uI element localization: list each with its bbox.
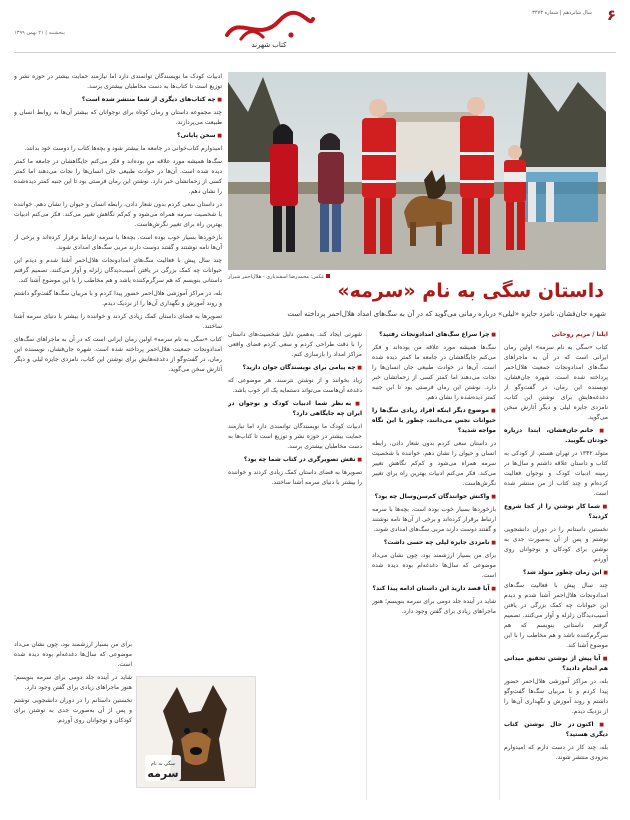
question: ■ اکنون در حال نوشتن کتاب دیگری هستید؟: [504, 720, 608, 740]
question: ■ نامزدی جایزه لیلی چه حسی داشت؟: [372, 538, 496, 548]
column-left: [14, 72, 222, 636]
answer: سگ‌ها همیشه مورد علاقه من بوده‌اند و فکر می‌کنم جایگاهشان در جامعه ما کمتر دیده شده است. آن‌ها در حوادث طبیعی جان انسان‌ها را نجات می‌دهند اما کمتر کسی از زحماتشان خبر دارد. نوشتن این رمان فرصتی بود تا این جنبه کمتر دیده‌شده را نشان دهم.: [372, 344, 496, 401]
page-number: ۶: [606, 6, 616, 24]
answer: زیاد بخوانند و از نوشتن نترسند. هر موضوعی که دغدغه آن‌هاست می‌تواند دستمایه یک اثر خوب باشد.: [228, 377, 362, 394]
column-divider: [366, 330, 367, 800]
question: ■ شما کار نوشتن را از کجا شروع کردید؟: [504, 502, 608, 522]
question: ■ این رمان چطور متولد شد؟: [504, 568, 608, 578]
question: ■ سخن پایانی؟: [14, 131, 222, 141]
answer: شاید در آینده جلد دومی برای سرمه بنویسم؛ هنوز ماجراهای زیادی برای گفتن وجود دارد.: [372, 598, 496, 615]
page-header: [14, 6, 616, 53]
question: ■ واکنش خوانندگان کم‌سن‌وسال چه بود؟: [372, 492, 496, 502]
answer: برای من بسیار ارزشمند بود، چون نشان می‌داد موضوعی که سال‌ها دغدغه‌ام بوده دیده شده است.: [372, 552, 496, 579]
answer: بازخوردها بسیار خوب بوده است. بچه‌ها با سرمه ارتباط برقرار کرده‌اند و برخی از آن‌ها نامه نوشتند و گفتند دوست دارند مربی سگ‌های امدادی شوند.: [14, 234, 222, 251]
caption-marker-icon: [326, 274, 330, 278]
answer: امیدوارم کتاب‌خوانی در جامعه ما بیشتر شود و بچه‌ها کتاب را دوست خود بدانند.: [24, 145, 222, 152]
intro-byline: ایلنا / مریم روحانی: [551, 331, 608, 338]
answer: تصویرها به فضای داستان کمک زیادی کردند و خواننده را بیشتر با دنیای سرمه آشنا ساختند.: [228, 469, 362, 486]
answer: بازخوردها بسیار خوب بوده است. بچه‌ها با سرمه ارتباط برقرار کرده‌اند و برخی از آن‌ها نامه نوشتند و گفتند دوست دارند مربی سگ‌های امدادی شوند.: [372, 506, 496, 533]
question: ■ موضوع دیگر اینکه افراد زیادی سگ‌ها را حیوانات نجس می‌دانند، چطور با این نگاه مواجه شدید؟: [372, 406, 496, 436]
question: ■ به نظر شما ادبیات کودک و نوجوان در ایران چه جایگاهی دارد؟: [228, 399, 362, 419]
team-photo-image: [228, 72, 606, 270]
answer: ادبیات کودک ما نویسندگان توانمندی دارد اما نیازمند حمایت بیشتر در حوزه نشر و توزیع است تا کتاب‌ها به دست مخاطبان بیشتری برسد.: [228, 423, 362, 450]
answer: چند سال پیش با فعالیت سگ‌های امدادونجات هلال‌احمر آشنا شدم و دیدم این حیوانات چه کمک بزرگی در یافتن آسیب‌دیدگان زلزله و آوار می‌کنند. تصمیم گرفتم داستانی بنویسم که هم سرگرم‌کننده باشد و هم مخاطب را با این موضوع آشنا کند.: [14, 257, 222, 284]
issue-line: سال شانزدهم | شماره ۳۴۷۳: [532, 10, 592, 16]
logo-wordmark: کتاب شهرند: [251, 41, 287, 49]
answer: در داستان سعی کردم بدون شعار دادن، رابطه انسان و حیوان را نشان دهم. خواننده با شخصیت سرمه همراه می‌شود و کم‌کم نگاهش تغییر می‌کند. فکر می‌کنم ادبیات بهترین راه برای تغییر نگرش‌هاست.: [372, 440, 496, 487]
answer: چند سال پیش با فعالیت سگ‌های امدادونجات هلال‌احمر آشنا شدم و دیدم این حیوانات چه کمک بزرگی در یافتن آسیب‌دیدگان زلزله و آوار می‌کنند. تصمیم گرفتم داستانی بنویسم که هم سرگرم‌کننده باشد و هم مخاطب را با این موضوع آشنا کند.: [504, 582, 608, 649]
question: ■ آیا قصد دارید این داستان ادامه پیدا کند؟: [372, 584, 496, 594]
answer: چند مجموعه داستان و رمان کوتاه برای نوجوانان که بیشتر آن‌ها به روابط انسان و طبیعت می‌پردازند.: [14, 109, 222, 126]
article-subtitle: شهره جان‌فشان، نامزد جایزه «لیلی» درباره رمانی می‌گوید که در آن به سگ‌های امداد هلال‌احمر پرداخته است: [287, 310, 606, 318]
answer: شاید در آینده جلد دومی برای سرمه بنویسم؛ هنوز ماجراهای زیادی برای گفتن وجود دارد.: [14, 674, 132, 691]
question: ■ چه کتاب‌های دیگری از شما منتشر شده است؟: [14, 95, 222, 105]
team-photo: [228, 72, 606, 270]
answer: کتاب «سگی به نام سرمه» اولین رمان ایرانی است که در آن به ماجراهای سگ‌های امدادونجات جمعیت هلال‌احمر پرداخته شده است. شهره جان‌فشان، نویسنده این رمان، در گفت‌وگو از دغدغه‌هایش برای نوشتن این کتاب، نامزدی جایزه لیلی و دیگر آثارش سخن می‌گوید.: [14, 336, 222, 373]
question: ■ چرا سراغ سگ‌های امدادونجات رفتید؟: [372, 330, 496, 340]
answer: برای من بسیار ارزشمند بود، چون نشان می‌داد موضوعی که سال‌ها دغدغه‌ام بوده دیده شده است.: [14, 641, 132, 668]
question: ■ خانم جان‌فشان، ابتدا درباره خودتان بگویید.: [504, 426, 608, 446]
paragraph: شهرتی ایجاد کند. به‌همین دلیل شخصیت‌های داستان را با دقت طراحی کردم و سعی کردم فضای واقعی مراکز امداد را بازسازی کنم.: [228, 331, 362, 358]
answer: بله، در مراکز آموزشی هلال‌احمر حضور پیدا کردم و با مربیان سگ‌ها گفت‌وگو داشتم و روند آموزش و نگهداری آن‌ها را از نزدیک دیدم.: [14, 290, 222, 307]
answer: سگ‌ها همیشه مورد علاقه من بوده‌اند و فکر می‌کنم جایگاهشان در جامعه ما کمتر دیده شده است. آن‌ها در حوادث طبیعی جان انسان‌ها را نجات می‌دهند اما کمتر کسی از زحماتشان خبر دارد. نوشتن این رمان فرصتی بود تا این جنبه کمتر دیده‌شده را نشان دهم.: [14, 158, 222, 195]
cover-title-small: سگی به نام: [150, 761, 176, 767]
answer: نخستین داستانم را در دوران دانشجویی نوشتم و پس از آن به‌صورت جدی به نوشتن برای کودکان و نوجوانان روی آوردم.: [504, 526, 608, 563]
photo-caption-text: عکس: محمدرضا اسفندیاری - هلال‌احمر شیراز: [228, 274, 325, 280]
article-title: داستان سگی به نام «سرمه»: [337, 280, 604, 302]
answer: تصویرها به فضای داستان کمک زیادی کردند و خواننده را بیشتر با دنیای سرمه آشنا ساختند.: [14, 313, 222, 330]
question: ■ چه پیامی برای نویسندگان جوان دارید؟: [228, 363, 362, 373]
date-line: پنجشنبه | ۲۱ بهمن ۱۳۹۹: [14, 30, 65, 36]
column-left-bottom: [14, 640, 132, 800]
book-cover-image: [136, 676, 256, 788]
answer: بله، در مراکز آموزشی هلال‌احمر حضور پیدا کردم و با مربیان سگ‌ها گفت‌وگو داشتم و روند آموزش و نگهداری آن‌ها را از نزدیک دیدم.: [504, 678, 608, 715]
column-right: [504, 330, 608, 800]
answer: بله، چند کار در دست دارم که امیدوارم به‌زودی منتشر شوند.: [504, 744, 608, 761]
answer: ادبیات کودک ما نویسندگان توانمندی دارد اما نیازمند حمایت بیشتر در حوزه نشر و توزیع است تا کتاب‌ها به دست مخاطبان بیشتری برسد.: [14, 73, 222, 90]
column-middle: [372, 330, 496, 800]
question: ■ نقش تصویرگری در کتاب شما چه بود؟: [228, 455, 362, 465]
answer: نخستین داستانم را در دوران دانشجویی نوشتم و پس از آن به‌صورت جدی به نوشتن برای کودکان و نوجوانان روی آوردم.: [14, 697, 132, 724]
intro-paragraph: کتاب «سگی به نام سرمه» اولین رمان ایرانی است که در آن به ماجراهای سگ‌های امدادونجات جمعیت هلال‌احمر پرداخته شده است. شهره جان‌فشان، نویسنده این رمان، در گفت‌وگو از دغدغه‌هایش برای نوشتن این کتاب، نامزدی جایزه لیلی و دیگر آثارش سخن می‌گوید.: [504, 344, 608, 421]
answer: در داستان سعی کردم بدون شعار دادن، رابطه انسان و حیوان را نشان دهم. خواننده با شخصیت سرمه همراه می‌شود و کم‌کم نگاهش تغییر می‌کند. فکر می‌کنم ادبیات بهترین راه برای تغییر نگرش‌هاست.: [14, 201, 222, 228]
question: ■ آیا پیش از نوشتن تحقیق میدانی هم انجام دادید؟: [504, 654, 608, 674]
publication-logo: [219, 9, 319, 49]
column-divider: [499, 330, 500, 800]
answer: متولد ۱۳۴۲ در تهران هستم. از کودکی به کتاب و داستان علاقه داشتم و سال‌ها در زمینه ادبیات کودک و نوجوان فعالیت کرده‌ام و چند کتاب از من منتشر شده است.: [504, 450, 608, 497]
cover-title-big: سرمه: [147, 767, 179, 780]
